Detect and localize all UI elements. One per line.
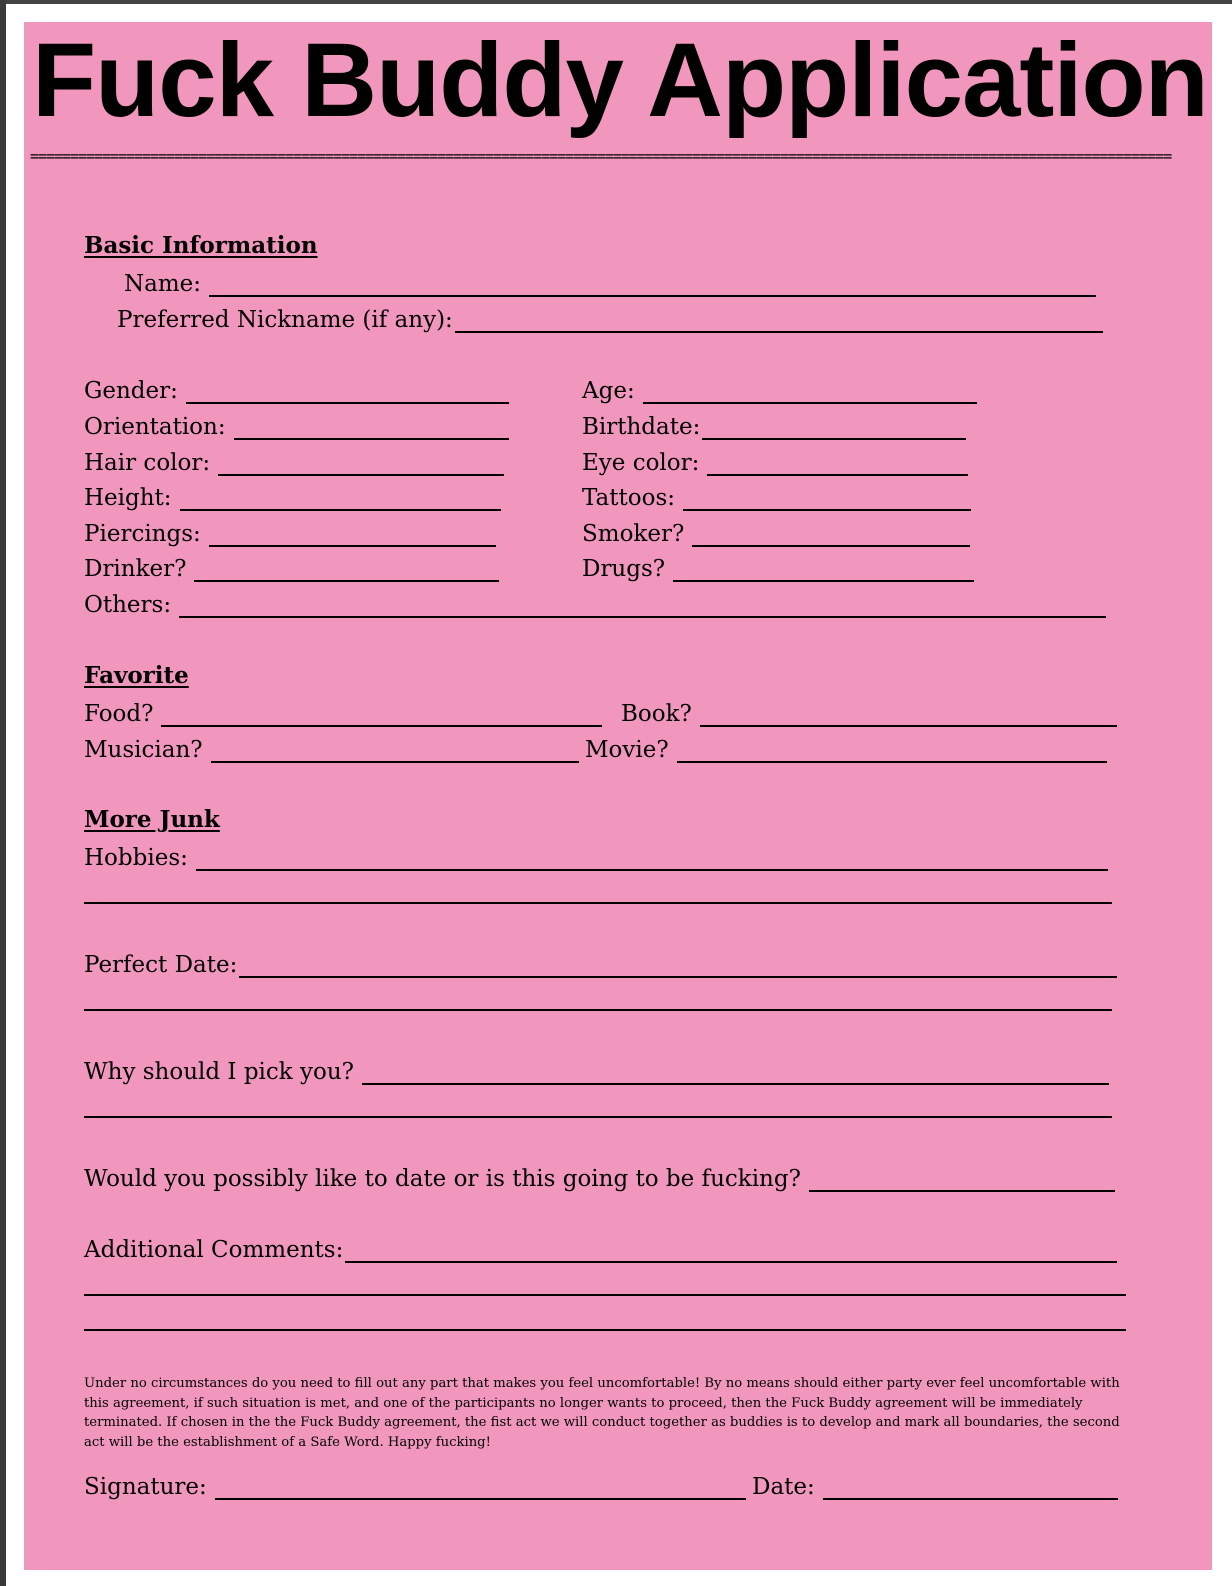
tattoos-field[interactable] bbox=[582, 479, 971, 511]
book-line[interactable] bbox=[700, 698, 1117, 727]
eye-color-label: Eye color: bbox=[582, 450, 700, 476]
drinker-field[interactable] bbox=[84, 550, 499, 582]
date-or-fuck-label: Would you possibly like to date or is this going to be fucking? bbox=[84, 1166, 801, 1192]
section-more-junk: More Junk bbox=[84, 806, 220, 833]
others-field[interactable] bbox=[84, 586, 1106, 618]
additional-comments-line-3[interactable] bbox=[84, 1329, 1126, 1331]
why-pick-field[interactable] bbox=[84, 1053, 1109, 1085]
movie-label: Movie? bbox=[585, 737, 669, 763]
others-line[interactable] bbox=[179, 589, 1106, 618]
birthdate-line[interactable] bbox=[702, 411, 966, 440]
drugs-field[interactable] bbox=[582, 550, 974, 582]
book-field[interactable] bbox=[621, 695, 1117, 727]
gender-label: Gender: bbox=[84, 378, 178, 404]
birthdate-label: Birthdate: bbox=[582, 414, 701, 440]
name-line[interactable] bbox=[209, 268, 1096, 297]
drinker-line[interactable] bbox=[194, 553, 499, 582]
nickname-label: Preferred Nickname (if any): bbox=[117, 307, 453, 333]
musician-label: Musician? bbox=[84, 737, 203, 763]
disclaimer-text: Under no circumstances do you need to fill out any part that makes you feel uncomfortable! By no means should either party ever feel uncomfortable with this agreement, if such situation is met, and one of the participants no longer wants to proceed, then the Fuck Buddy agreement will be immediately terminated. If chosen in the the Fuck Buddy agreement, the fist act we will conduct together as buddies is to develop and mark all boundaries, the second act will be the establishment of a Safe Word. Happy fucking! bbox=[84, 1376, 1120, 1450]
section-basic-information: Basic Information bbox=[84, 232, 318, 259]
application-form bbox=[24, 22, 1212, 1570]
window-frame-top bbox=[0, 0, 1232, 4]
why-pick-line-2[interactable] bbox=[84, 1116, 1112, 1118]
movie-line[interactable] bbox=[677, 734, 1107, 763]
tattoos-line[interactable] bbox=[683, 482, 971, 511]
food-line[interactable] bbox=[161, 698, 602, 727]
smoker-label: Smoker? bbox=[582, 521, 685, 547]
hobbies-line-2[interactable] bbox=[84, 902, 1112, 904]
eye-color-line[interactable] bbox=[707, 447, 968, 476]
eye-color-field[interactable] bbox=[582, 444, 968, 476]
others-label: Others: bbox=[84, 592, 172, 618]
drugs-label: Drugs? bbox=[582, 556, 666, 582]
food-label: Food? bbox=[84, 701, 154, 727]
hair-color-label: Hair color: bbox=[84, 450, 211, 476]
form-title: Fuck Buddy Application bbox=[32, 22, 1208, 139]
additional-comments-field[interactable] bbox=[84, 1231, 1117, 1263]
orientation-label: Orientation: bbox=[84, 414, 226, 440]
height-label: Height: bbox=[84, 485, 172, 511]
signature-field[interactable] bbox=[84, 1468, 746, 1500]
title-divider: =============================================================================================================================================== bbox=[30, 147, 1172, 165]
date-line[interactable] bbox=[823, 1471, 1118, 1500]
height-line[interactable] bbox=[180, 482, 501, 511]
smoker-line[interactable] bbox=[692, 518, 970, 547]
drugs-line[interactable] bbox=[673, 553, 974, 582]
signature-label: Signature: bbox=[84, 1474, 207, 1500]
smoker-field[interactable] bbox=[582, 515, 970, 547]
birthdate-field[interactable] bbox=[582, 408, 966, 440]
section-favorite: Favorite bbox=[84, 662, 189, 689]
name-label: Name: bbox=[124, 271, 202, 297]
gender-line[interactable] bbox=[186, 375, 509, 404]
age-label: Age: bbox=[582, 378, 635, 404]
hobbies-label: Hobbies: bbox=[84, 845, 188, 871]
nickname-line[interactable] bbox=[455, 304, 1103, 333]
drinker-label: Drinker? bbox=[84, 556, 187, 582]
signature-line[interactable] bbox=[215, 1471, 746, 1500]
additional-comments-line-2[interactable] bbox=[84, 1294, 1126, 1296]
hobbies-line[interactable] bbox=[196, 842, 1108, 871]
perfect-date-field[interactable] bbox=[84, 946, 1117, 978]
hair-color-line[interactable] bbox=[218, 447, 504, 476]
age-field[interactable] bbox=[582, 372, 977, 404]
date-label: Date: bbox=[752, 1474, 815, 1500]
hobbies-field[interactable] bbox=[84, 839, 1108, 871]
age-line[interactable] bbox=[643, 375, 977, 404]
piercings-field[interactable] bbox=[84, 515, 496, 547]
gender-field[interactable] bbox=[84, 372, 509, 404]
additional-comments-label: Additional Comments: bbox=[84, 1237, 344, 1263]
orientation-field[interactable] bbox=[84, 408, 509, 440]
food-field[interactable] bbox=[84, 695, 602, 727]
additional-comments-line[interactable] bbox=[345, 1234, 1117, 1263]
orientation-line[interactable] bbox=[234, 411, 509, 440]
why-pick-label: Why should I pick you? bbox=[84, 1059, 355, 1085]
musician-field[interactable] bbox=[84, 731, 579, 763]
window-frame-left bbox=[0, 0, 6, 1586]
piercings-label: Piercings: bbox=[84, 521, 201, 547]
book-label: Book? bbox=[621, 701, 692, 727]
movie-field[interactable] bbox=[585, 731, 1107, 763]
date-or-fuck-line[interactable] bbox=[809, 1163, 1115, 1192]
date-or-fuck-field[interactable] bbox=[84, 1160, 1115, 1192]
height-field[interactable] bbox=[84, 479, 501, 511]
date-field[interactable] bbox=[752, 1468, 1118, 1500]
perfect-date-line[interactable] bbox=[239, 949, 1117, 978]
musician-line[interactable] bbox=[211, 734, 579, 763]
piercings-line[interactable] bbox=[209, 518, 496, 547]
tattoos-label: Tattoos: bbox=[582, 485, 675, 511]
perfect-date-line-2[interactable] bbox=[84, 1009, 1112, 1011]
why-pick-line[interactable] bbox=[362, 1056, 1109, 1085]
perfect-date-label: Perfect Date: bbox=[84, 952, 238, 978]
name-field[interactable] bbox=[124, 265, 1096, 297]
nickname-field[interactable] bbox=[117, 301, 1103, 333]
hair-color-field[interactable] bbox=[84, 444, 504, 476]
